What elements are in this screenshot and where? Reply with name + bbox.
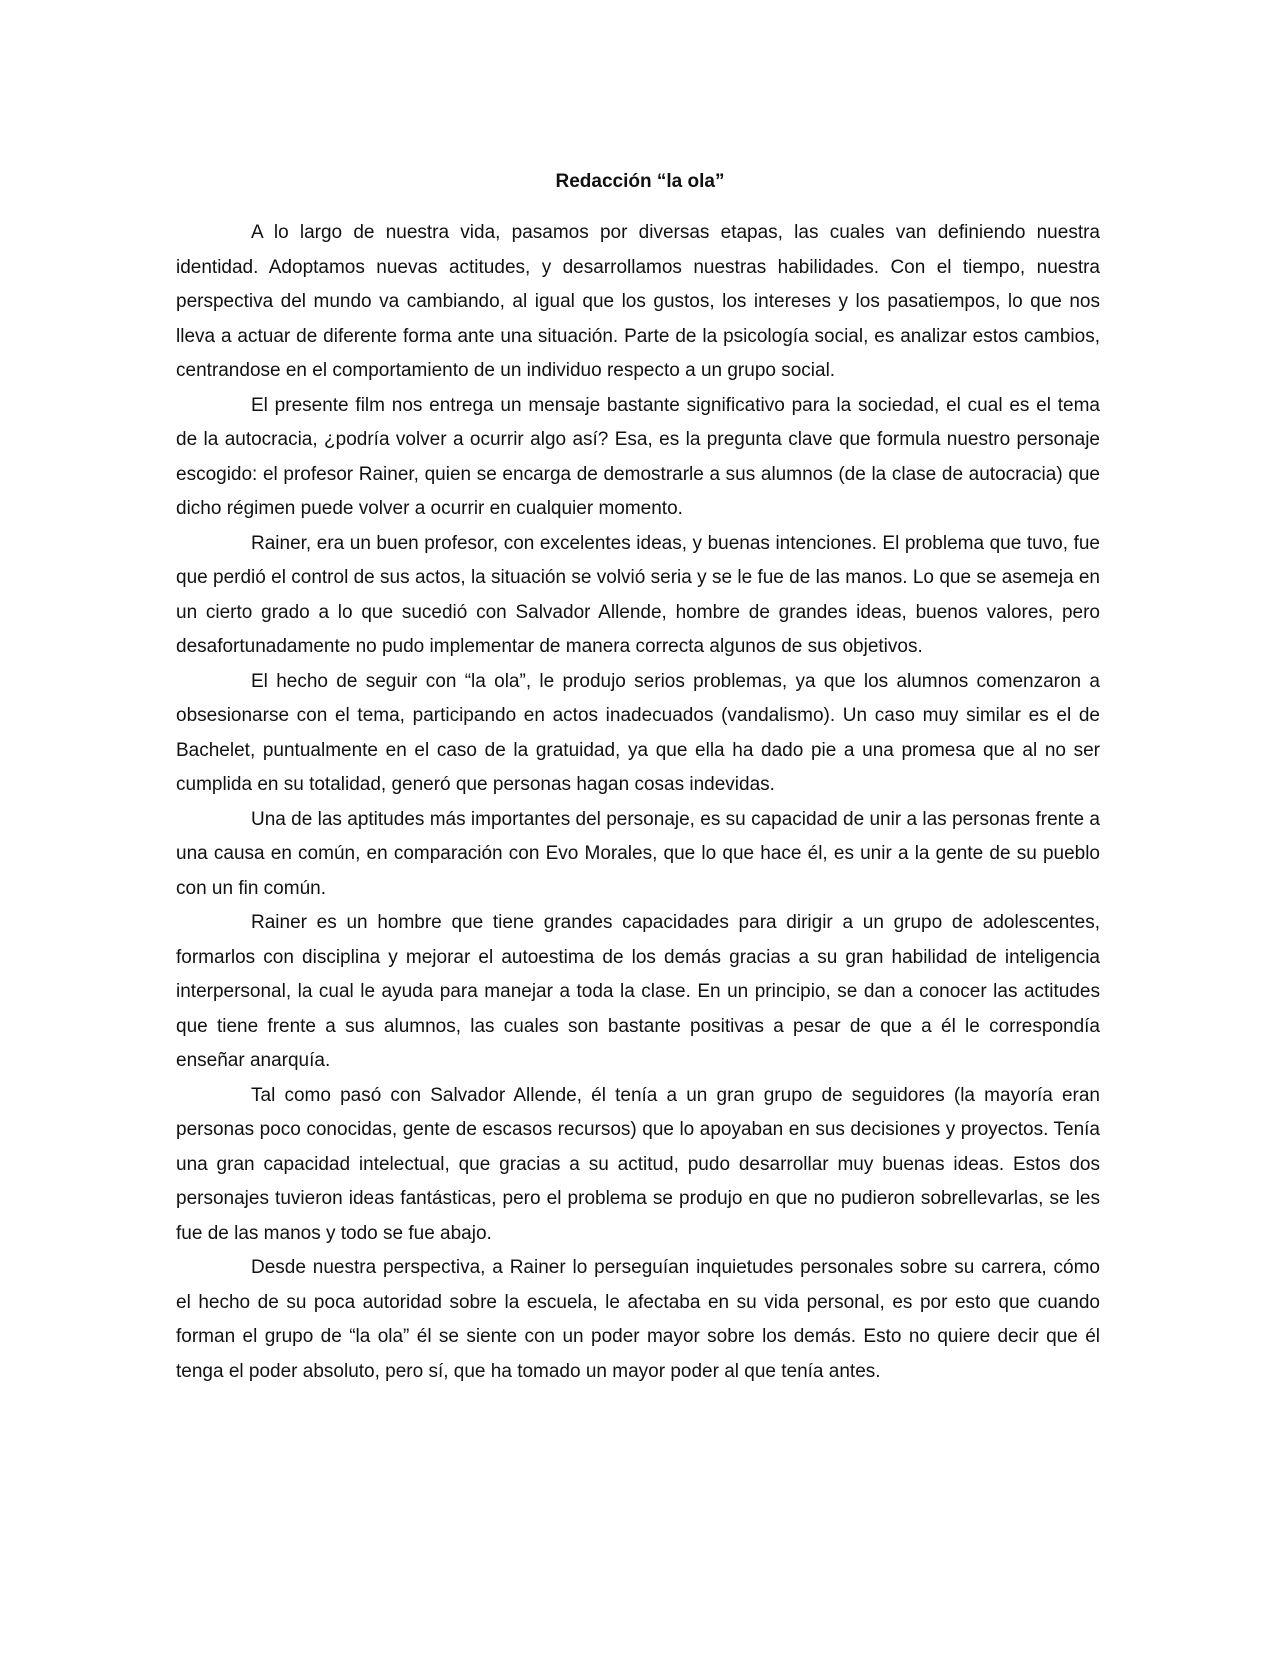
paragraph: Rainer, era un buen profesor, con excelentes ideas, y buenas intenciones. El problema que tuvo, fue que perdió el control de sus actos, la situación se volvió seria y se le fue de las manos. Lo que se asemeja en un cierto grado a lo que sucedió con Salvador Allende, hombre de grandes ideas, buenos valores, pero desafortunadamente no pudo implementar de manera correcta algunos de sus objetivos. [176, 532, 1100, 657]
document-body [176, 216, 1100, 1389]
document-title: Redacción “la ola” [555, 171, 725, 192]
paragraph: Una de las aptitudes más importantes del personaje, es su capacidad de unir a las personas frente a una causa en común, en comparación con Evo Morales, que lo que hace él, es unir a la gente de su pueblo con un fin común. [176, 808, 1100, 899]
paragraph: El hecho de seguir con “la ola”, le produjo serios problemas, ya que los alumnos comenzaron a obsesionarse con el tema, participando en actos inadecuados (vandalismo). Un caso muy similar es el de Bachelet, puntualmente en el caso de la gratuidad, ya que ella ha dado pie a una promesa que al no ser cumplida en su totalidad, generó que personas hagan cosas indevidas. [176, 670, 1100, 795]
paragraph: Desde nuestra perspectiva, a Rainer lo perseguían inquietudes personales sobre su carrera, cómo el hecho de su poca autoridad sobre la escuela, le afectaba en su vida personal, es por esto que cuando forman el grupo de “la ola” él se siente con un poder mayor sobre los demás. Esto no quiere decir que él tenga el poder absoluto, pero sí, que ha tomado un mayor poder al que tenía antes. [176, 1257, 1100, 1382]
paragraph: Rainer es un hombre que tiene grandes capacidades para dirigir a un grupo de adolescentes, formarlos con disciplina y mejorar el autoestima de los demás gracias a su gran habilidad de inteligencia interpersonal, la cual le ayuda para manejar a toda la clase. En un principio, se dan a conocer las actitudes que tiene frente a sus alumnos, las cuales son bastante positivas a pesar de que a él le correspondía enseñar anarquía. [176, 912, 1100, 1071]
paragraph: El presente film nos entrega un mensaje bastante significativo para la sociedad, el cual es el tema de la autocracia, ¿podría volver a ocurrir algo así? Esa, es la pregunta clave que formula nuestro personaje escogido: el profesor Rainer, quien se encarga de demostrarle a sus alumnos (de la clase de autocracia) que dicho régimen puede volver a ocurrir en cualquier momento. [176, 394, 1100, 519]
paragraph: A lo largo de nuestra vida, pasamos por diversas etapas, las cuales van definiendo nuestra identidad. Adoptamos nuevas actitudes, y desarrollamos nuestras habilidades. Con el tiempo, nuestra perspectiva del mundo va cambiando, al igual que los gustos, los intereses y los pasatiempos, lo que nos lleva a actuar de diferente forma ante una situación. Parte de la psicología social, es analizar estos cambios, centrandose en el comportamiento de un individuo respecto a un grupo social. [176, 222, 1100, 381]
paragraph: Tal como pasó con Salvador Allende, él tenía a un gran grupo de seguidores (la mayoría eran personas poco conocidas, gente de escasos recursos) que lo apoyaban en sus decisiones y proyectos. Tenía una gran capacidad intelectual, que gracias a su actitud, pudo desarrollar muy buenas ideas. Estos dos personajes tuvieron ideas fantásticas, pero el problema se produjo en que no pudieron sobrellevarlas, se les fue de las manos y todo se fue abajo. [176, 1084, 1100, 1244]
